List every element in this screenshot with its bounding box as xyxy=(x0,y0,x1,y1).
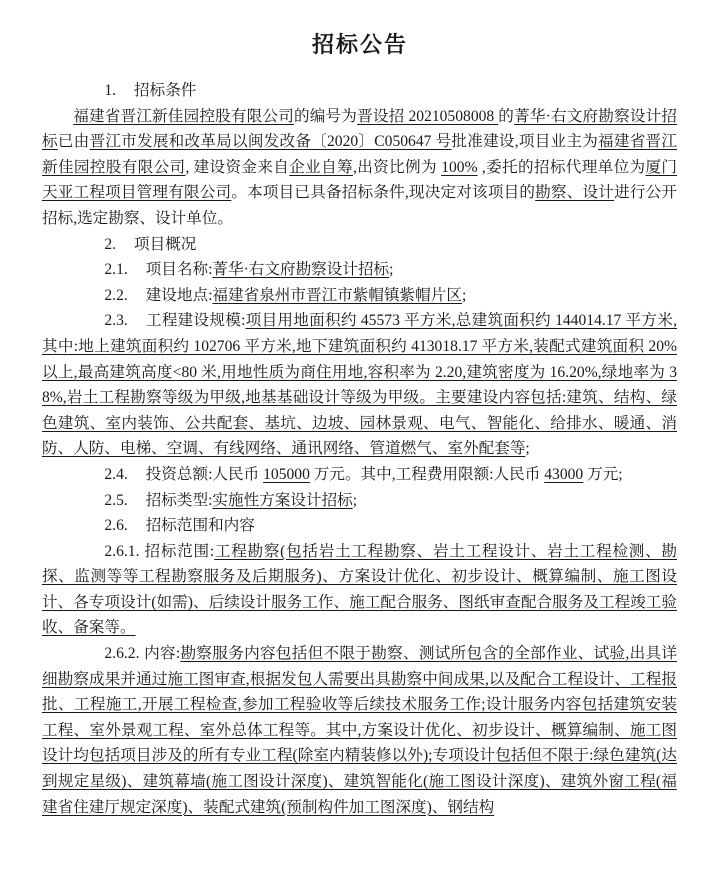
run-owner-company: 福建省晋江新佳园控股有限公司 xyxy=(73,107,294,125)
run-funding-ratio: 100% xyxy=(441,158,478,176)
item-2-4-label: 投资总额:人民币 xyxy=(145,465,264,483)
item-2-5-value: 实施性方案设计招标 xyxy=(212,491,353,509)
item-2-6-number: 2.6. xyxy=(104,517,128,535)
item-2-3-number: 2.3. xyxy=(104,312,128,330)
item-2-1-value: 菁华·右文府勘察设计招标 xyxy=(212,261,390,279)
paragraph-bidding-conditions xyxy=(42,104,677,232)
section-1-title: 招标条件 xyxy=(134,82,197,99)
item-2-2-number: 2.2. xyxy=(104,286,128,304)
item-2-2-tail: ; xyxy=(461,286,467,304)
item-2-2-label: 建设地点: xyxy=(145,286,213,304)
item-2-6-1-label: 招标范围: xyxy=(143,542,215,560)
run-plain-5: , 建设资金来自 xyxy=(185,158,290,176)
item-2-3-tail: ; xyxy=(525,440,530,458)
run-plain-9: 进行公开招标,选定勘察、设计单位。 xyxy=(42,184,677,227)
item-2-6-label: 招标范围和内容 xyxy=(145,517,255,535)
item-bidding-scope-heading xyxy=(42,513,677,539)
run-plain-1: 的编号为 xyxy=(293,107,358,125)
item-total-investment xyxy=(42,462,677,488)
run-scope-survey-design: 勘察、设计 xyxy=(535,184,615,202)
item-2-3-value: 项目用地面积约 45573 平方米,总建筑面积约 144014.17 平方米,其中:地上建筑面积约 102706 平方米,地下建筑面积约 413018.17 平方米,装配式建筑面积 20%以上,最高建筑高度<80 米,用地性质为商住用地,容积率为 2.20,建筑密度为 16.20%,绿地率为 38%,岩土工程勘察等级为甲级,地基基础设计等级为甲级。主要建设内容包括:建筑、结构、绿色建筑、室内装饰、公共配套、基坑、边坡、园林景观、电气、智能化、给排水、暖通、消防、人防、电梯、空调、有线网络、通讯网络、管道燃气、室外配套等 xyxy=(42,312,677,458)
item-2-6-2-value: 勘察服务内容包括但不限于勘察、测试所包含的全部作业、试验,出具详细勘察成果并通过施工图审查,根据发包人需要出具勘察中间成果,以及配合工程设计、工程报批、工程施工,开展工程检查,参加工程验收等后续技术服务工作;设计服务内容包括建筑安装工程、室外景观工程、室外总体工程等。其中,方案设计优化、初步设计、概算编制、施工图设计均包括项目涉及的所有专业工程(除室内精装修以外);专项设计包括但不限于:绿色建筑(达到规定星级)、建筑幕墙(施工图设计深度)、建筑智能化(施工图设计深度)、建筑外窗工程(福建省住建厅规定深度)、装配式建筑(预制构件加工图深度)、钢结构 xyxy=(42,645,677,816)
item-2-4-tail: 万元; xyxy=(583,465,623,483)
item-construction-scale xyxy=(42,308,677,462)
section-1-number: 1. xyxy=(104,82,117,99)
item-2-1-label: 项目名称: xyxy=(145,261,213,279)
item-2-6-2-label: 内容: xyxy=(143,645,181,663)
subitem-bidding-scope xyxy=(42,539,677,641)
item-2-6-1-number: 2.6.1. xyxy=(104,542,140,560)
run-plain-6: ,出资比例为 xyxy=(353,158,442,176)
item-bidding-type xyxy=(42,488,677,514)
item-2-1-tail: ; xyxy=(389,261,394,279)
run-approval-doc-number: 以闽发改备〔2020〕C050647 号 xyxy=(232,133,452,151)
item-2-2-value: 福建省泉州市晋江市紫帽镇紫帽片区 xyxy=(212,286,462,304)
section-2-title: 项目概况 xyxy=(134,235,197,253)
item-project-name xyxy=(42,257,677,283)
run-project-name: 菁华·右文府勘察设计招标 xyxy=(42,107,677,151)
page-title: 招标公告 xyxy=(311,32,408,57)
run-bid-number: 晋设招 20210508008 xyxy=(357,107,499,125)
item-2-4-number: 2.4. xyxy=(104,465,128,483)
item-2-6-1-value: 工程勘察(包括岩土工程勘察、岩土工程设计、岩土工程检测、勘探、监测等等工程勘察服务及后期服务)、方案设计优化、初步设计、概算编制、施工图设计、各专项设计(如需)、后续设计服务工作、施工配合服务、图纸审查配合服务及工程竣工验收、备案等。 xyxy=(42,542,677,637)
run-plain-8: 。本项目已具备招标条件,现决定对该项目的 xyxy=(231,184,536,202)
section-2-number: 2. xyxy=(104,235,117,253)
run-plain-7: ,委托的招标代理单位为 xyxy=(477,158,646,176)
document-page xyxy=(0,30,720,881)
item-2-4-value: 105000 xyxy=(263,465,310,483)
item-2-5-number: 2.5. xyxy=(104,491,128,509)
item-construction-location xyxy=(42,283,677,309)
run-approval-authority: 晋江市发展和改革局 xyxy=(89,133,233,151)
document-body xyxy=(0,60,720,820)
run-agency-company: 厦门天亚工程项目管理有限公司 xyxy=(42,158,677,202)
subitem-bidding-content xyxy=(42,641,677,820)
item-2-4-value2: 43000 xyxy=(544,465,584,483)
run-plain-4: 批准建设,项目业主为 xyxy=(451,133,599,151)
section-heading-2 xyxy=(42,232,677,258)
run-plain-3: 已由 xyxy=(57,133,90,151)
run-project-owner: 福建省晋江新佳园控股有限公司 xyxy=(42,133,677,176)
item-2-6-2-number: 2.6.2. xyxy=(104,645,140,663)
run-plain-2: 的 xyxy=(498,107,515,125)
item-2-1-number: 2.1. xyxy=(104,261,128,279)
section-heading-1 xyxy=(42,78,677,104)
item-2-5-tail: ; xyxy=(352,491,358,509)
item-2-3-label: 工程建设规模: xyxy=(145,312,246,330)
item-2-5-label: 招标类型: xyxy=(145,491,213,509)
item-2-4-mid: 万元。其中,工程费用限额:人民币 xyxy=(309,465,545,483)
run-funding-source: 企业自筹 xyxy=(289,158,353,176)
